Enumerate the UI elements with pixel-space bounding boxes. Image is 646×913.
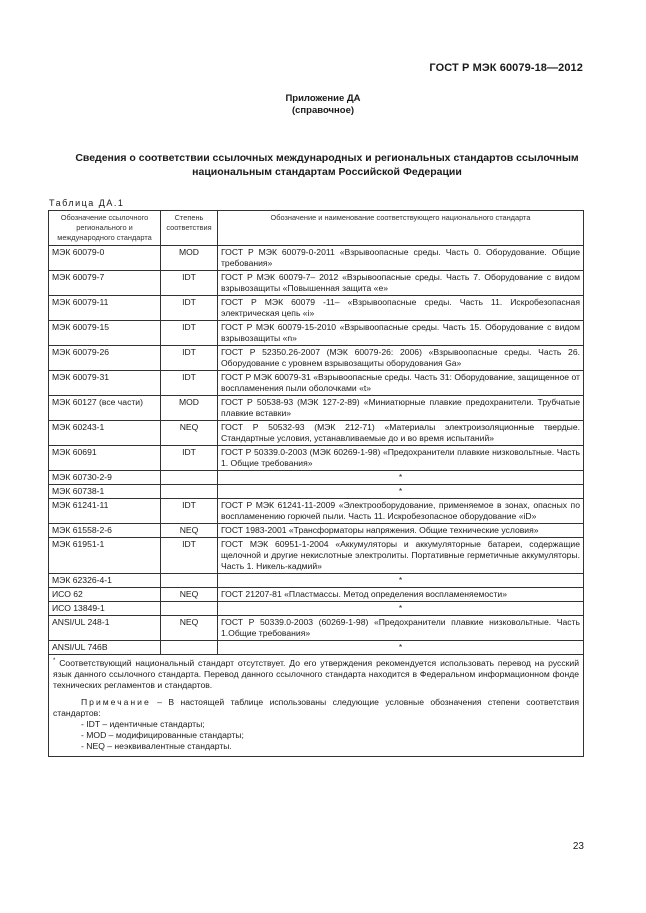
table-row: [49, 499, 584, 524]
table-row: [49, 371, 584, 396]
table-caption: Таблица ДА.1: [49, 198, 125, 208]
cell-national-standard: ГОСТ Р 50538-93 (МЭК 127-2-89) «Миниатюрные плавкие предохранители. Трубчатые плавкие вставки»: [218, 396, 584, 421]
document-code: ГОСТ Р МЭК 60079-18—2012: [429, 62, 583, 74]
annex-label: Приложение ДА: [285, 93, 361, 104]
cell-national-standard: ГОСТ Р 50339.0-2003 (МЭК 60269-1-98) «Предохранители плавкие низковольтные. Часть 1. Общие требования»: [218, 446, 584, 471]
table-row: [49, 574, 584, 588]
cell-reference-standard: МЭК 60079-7: [49, 271, 161, 296]
cell-national-standard: ГОСТ Р МЭК 60079-0-2011 «Взрывоопасные среды. Часть 0. Оборудование. Общие требования»: [218, 246, 584, 271]
cell-degree: IDT: [161, 321, 218, 346]
cell-national-standard: *: [218, 574, 584, 588]
header-reference-standard: Обозначение ссылочного регионального и международного стандарта: [49, 211, 161, 246]
cell-national-standard: *: [218, 602, 584, 616]
cell-degree: IDT: [161, 346, 218, 371]
cell-degree: MOD: [161, 246, 218, 271]
cell-reference-standard: МЭК 60738-1: [49, 485, 161, 499]
cell-national-standard: ГОСТ Р МЭК 60079-7– 2012 «Взрывоопасные среды. Часть 7. Оборудование с видом взрывозащиты «Повышенная защита «е»: [218, 271, 584, 296]
table-row: [49, 396, 584, 421]
cell-national-standard: ГОСТ Р 50532-93 (МЭК 212-71) «Материалы электроизоляционные твердые. Стандартные условия, устанавливаемые до и во время испытаний»: [218, 421, 584, 446]
cell-national-standard: *: [218, 485, 584, 499]
cell-national-standard: ГОСТ Р МЭК 60079 -11– «Взрывоопасные среды. Часть 11. Искробезопасная электрическая цепь «i»: [218, 296, 584, 321]
note-item-idt: - IDT – идентичные стандарты;: [81, 719, 205, 729]
footnote-text: Соответствующий национальный стандарт отсутствует. До его утверждения рекомендуется использовать перевод на русский язык данного ссылочного стандарта. Перевод данного ссылочного стандарта находится в Федеральном информационном фонде технических регламентов и стандартов.: [53, 658, 580, 690]
cell-reference-standard: МЭК 60730-2-9: [49, 471, 161, 485]
table-row: [49, 246, 584, 271]
table-row: [49, 524, 584, 538]
note-item-mod: - MOD – модифицированные стандарты;: [81, 730, 244, 740]
table-row: [49, 421, 584, 446]
cell-national-standard: *: [218, 641, 584, 655]
table-row: [49, 271, 584, 296]
cell-reference-standard: МЭК 61558-2-6: [49, 524, 161, 538]
note-label: Примечание: [81, 697, 151, 707]
cell-degree: NEQ: [161, 524, 218, 538]
table-row: [49, 321, 584, 346]
annex-heading: [0, 93, 646, 117]
note: [53, 697, 579, 719]
table-body: [49, 246, 584, 655]
cell-degree: IDT: [161, 371, 218, 396]
cell-national-standard: *: [218, 471, 584, 485]
standards-table: [48, 210, 584, 757]
note-item-neq: - NEQ – неэквивалентные стандарты.: [81, 741, 232, 751]
cell-reference-standard: МЭК 61951-1: [49, 538, 161, 574]
table-row: [49, 471, 584, 485]
note-text: – В настоящей таблице использованы следующие условные обозначения степени соответствия стандартов:: [53, 697, 579, 718]
cell-degree: IDT: [161, 271, 218, 296]
cell-national-standard: ГОСТ Р МЭК 60079-31 «Взрывоопасные среды. Часть 31: Оборудование, защищенное от воспламенения пыли оболочками «t»: [218, 371, 584, 396]
cell-degree: IDT: [161, 296, 218, 321]
cell-reference-standard: МЭК 60127 (все части): [49, 396, 161, 421]
cell-reference-standard: МЭК 60079-15: [49, 321, 161, 346]
cell-degree: [161, 602, 218, 616]
cell-degree: NEQ: [161, 588, 218, 602]
table-row: [49, 296, 584, 321]
cell-national-standard: ГОСТ Р МЭК 60079-15-2010 «Взрывоопасные среды. Часть 15. Оборудование с видом взрывозащиты «n»: [218, 321, 584, 346]
cell-reference-standard: МЭК 60079-26: [49, 346, 161, 371]
cell-reference-standard: МЭК 60243-1: [49, 421, 161, 446]
cell-degree: [161, 471, 218, 485]
page-title-line-2: национальным стандартам Российской Федерации: [192, 166, 462, 178]
cell-reference-standard: МЭК 60079-11: [49, 296, 161, 321]
cell-degree: MOD: [161, 396, 218, 421]
table-footnote: [49, 655, 584, 757]
table-row: [49, 538, 584, 574]
cell-reference-standard: МЭК 62326-4-1: [49, 574, 161, 588]
footnote-mark: *: [53, 658, 56, 665]
table-header-row: [49, 211, 584, 246]
cell-reference-standard: МЭК 60079-0: [49, 246, 161, 271]
cell-degree: IDT: [161, 499, 218, 524]
header-degree: Степень соответствия: [161, 211, 218, 246]
cell-reference-standard: МЭК 60691: [49, 446, 161, 471]
cell-national-standard: ГОСТ Р 50339.0-2003 (60269-1-98) «Предохранители плавкие низковольтные. Часть 1.Общие требования»: [218, 616, 584, 641]
page-title-line-1: Сведения о соответствии ссылочных международных и региональных стандартов ссылочным: [75, 152, 579, 164]
table-row: [49, 346, 584, 371]
cell-degree: NEQ: [161, 616, 218, 641]
table-row: [49, 641, 584, 655]
table-row: [49, 485, 584, 499]
cell-reference-standard: ANSI/UL 248-1: [49, 616, 161, 641]
table-row: [49, 588, 584, 602]
cell-degree: [161, 485, 218, 499]
cell-national-standard: ГОСТ Р 52350.26-2007 (МЭК 60079-26: 2006) «Взрывоопасные среды. Часть 26. Оборудование с уровнем взрывозащиты оборудования Ga»: [218, 346, 584, 371]
cell-national-standard: ГОСТ 1983-2001 «Трансформаторы напряжения. Общие технические условия»: [218, 524, 584, 538]
page-number: 23: [572, 841, 584, 852]
table-row: [49, 602, 584, 616]
cell-national-standard: ГОСТ 21207-81 «Пластмассы. Метод определения воспламеняемости»: [218, 588, 584, 602]
cell-reference-standard: ИСО 13849-1: [49, 602, 161, 616]
cell-degree: IDT: [161, 538, 218, 574]
cell-national-standard: ГОСТ Р МЭК 61241-11-2009 «Электрооборудование, применяемое в зонах, опасных по воспламенению горючей пыли. Часть 11. Искробезопасное оборудование «iD»: [218, 499, 584, 524]
standards-table-container: [48, 210, 583, 757]
page-title: [48, 151, 606, 179]
header-national-standard: Обозначение и наименование соответствующего национального стандарта: [218, 211, 584, 246]
cell-reference-standard: МЭК 61241-11: [49, 499, 161, 524]
cell-national-standard: ГОСТ МЭК 60951-1-2004 «Аккумуляторы и аккумуляторные батареи, содержащие щелочной и другие некислотные электролиты. Портативные герметичные аккумуляторы. Часть 1. Никель-кадмий»: [218, 538, 584, 574]
cell-reference-standard: МЭК 60079-31: [49, 371, 161, 396]
cell-degree: [161, 574, 218, 588]
table-footer-row: [49, 655, 584, 757]
cell-degree: [161, 641, 218, 655]
cell-degree: NEQ: [161, 421, 218, 446]
cell-degree: IDT: [161, 446, 218, 471]
footnote: [53, 658, 579, 691]
table-row: [49, 446, 584, 471]
cell-reference-standard: ИСО 62: [49, 588, 161, 602]
table-row: [49, 616, 584, 641]
cell-reference-standard: ANSI/UL 746B: [49, 641, 161, 655]
annex-type: (справочное): [291, 105, 355, 116]
